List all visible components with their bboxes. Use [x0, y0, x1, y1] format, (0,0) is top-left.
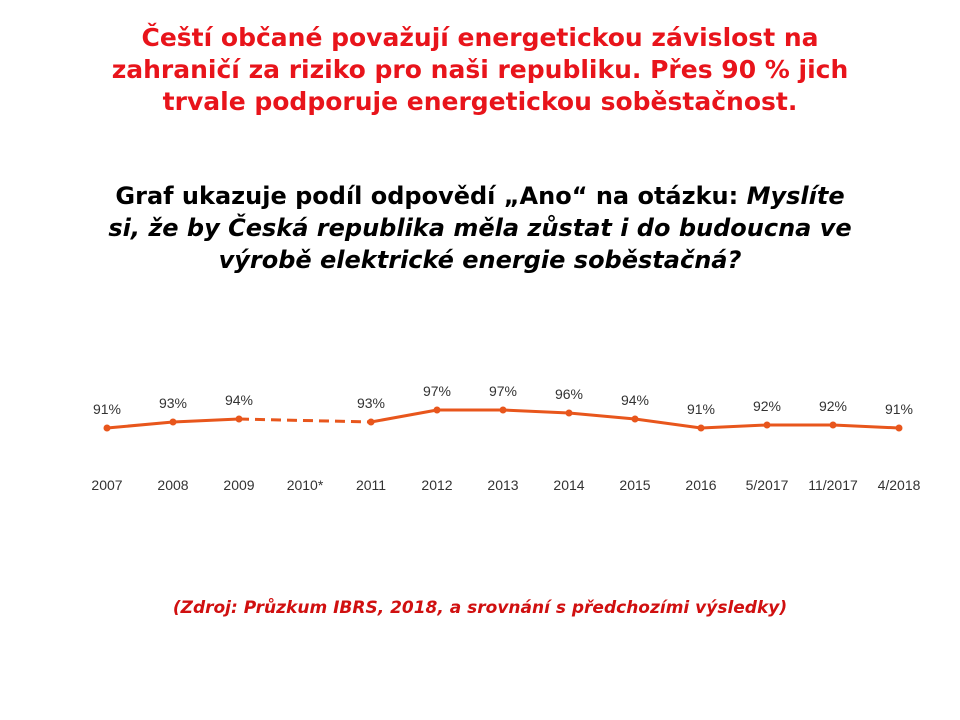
- x-tick-label: 2011: [355, 477, 387, 493]
- x-tick-label: 2012: [421, 477, 453, 493]
- headline-line-2: zahraničí za riziko pro naši republiku. Přes 90 % jich: [111, 55, 849, 84]
- data-point: [170, 419, 177, 426]
- x-tick-label: 4/2018: [877, 477, 921, 493]
- data-point: [104, 425, 111, 432]
- x-tick-label: 2014: [553, 477, 585, 493]
- data-label: 97%: [422, 383, 452, 399]
- data-label: 94%: [620, 392, 650, 408]
- headline-line-1: Čeští občané považují energetickou závislost na: [141, 23, 819, 52]
- question-intro: Graf ukazuje podíl odpovědí „Ano“ na otázku:: [115, 182, 747, 210]
- question-line-2: si, že by Česká republika měla zůstat i do budoucna ve: [108, 214, 852, 242]
- data-label: 91%: [686, 401, 716, 417]
- headline: [60, 22, 900, 118]
- data-point: [566, 410, 573, 417]
- series-line-dashed-gap: [239, 419, 371, 422]
- series-line-segment: [371, 410, 437, 422]
- data-point: [236, 416, 243, 423]
- line-chart: [0, 370, 960, 510]
- data-label: 91%: [92, 401, 122, 417]
- source-note: (Zdroj: Průzkum IBRS, 2018, a srovnání s předchozími výsledky): [172, 598, 788, 618]
- question-line-3: výrobě elektrické energie soběstačná?: [218, 246, 742, 274]
- data-point: [632, 416, 639, 423]
- series-line-segment: [173, 419, 239, 422]
- x-tick-label: 2009: [223, 477, 255, 493]
- x-tick-label: 2015: [619, 477, 651, 493]
- x-tick-label: 2013: [487, 477, 519, 493]
- series-line-segment: [635, 419, 701, 428]
- data-label: 92%: [752, 398, 782, 414]
- data-point: [368, 419, 375, 426]
- data-label: 91%: [884, 401, 914, 417]
- data-label: 92%: [818, 398, 848, 414]
- data-point: [830, 422, 837, 429]
- data-point: [434, 407, 441, 414]
- data-label: 93%: [158, 395, 188, 411]
- data-point: [896, 425, 903, 432]
- data-label: 96%: [554, 386, 584, 402]
- data-label: 94%: [224, 392, 254, 408]
- data-label: 97%: [488, 383, 518, 399]
- data-point: [764, 422, 771, 429]
- data-point: [500, 407, 507, 414]
- x-tick-label: 5/2017: [745, 477, 789, 493]
- data-point: [698, 425, 705, 432]
- series-line-segment: [503, 410, 569, 413]
- series-line-segment: [833, 425, 899, 428]
- x-tick-label: 11/2017: [808, 477, 858, 493]
- question-italic-1: Myslíte: [746, 182, 845, 210]
- data-label: 93%: [356, 395, 386, 411]
- x-tick-label: 2008: [157, 477, 189, 493]
- x-tick-label: 2007: [91, 477, 123, 493]
- question-line-1: [40, 180, 920, 212]
- chart-question: [40, 180, 920, 276]
- series-line-segment: [701, 425, 767, 428]
- series-line-segment: [569, 413, 635, 419]
- series-line-segment: [107, 422, 173, 428]
- headline-line-3: trvale podporuje energetickou soběstačnost.: [162, 87, 798, 116]
- x-tick-label: 2016: [685, 477, 717, 493]
- x-tick-label: 2010*: [286, 477, 324, 493]
